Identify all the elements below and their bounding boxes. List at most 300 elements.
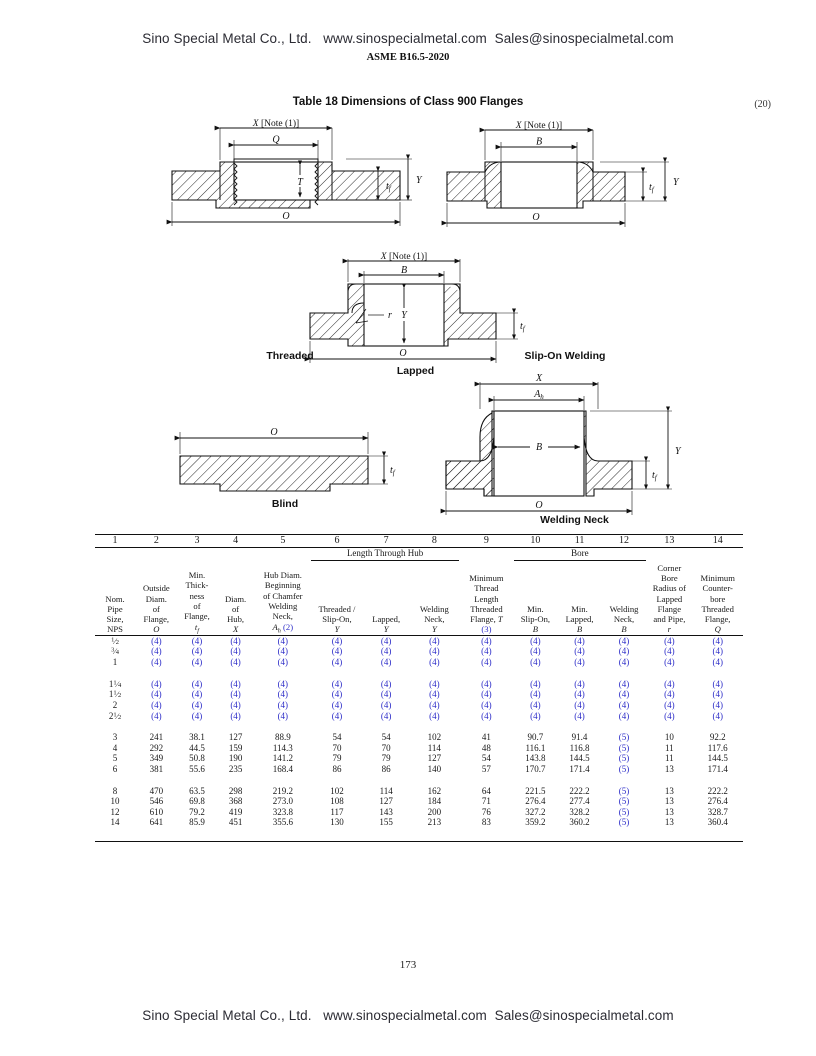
cell-col-6: 130 [330,817,344,828]
cell-col-8: 213 [427,817,442,828]
cell-nps: 6 [112,764,118,775]
cell-col-4: 127 [228,732,243,743]
cell-col-9: 76 [481,806,491,817]
cell-col-13: 13 [664,806,674,817]
header-line: Welding [419,603,449,614]
header-line: of [193,601,201,612]
column-header-7 [363,561,409,636]
cell-col-14: 360.4 [707,817,728,828]
cell-col-8: (4) [429,657,440,668]
cell-col-7: (4) [380,710,392,721]
svg-text:O: O [532,212,540,223]
cell-col-9: 41 [481,732,491,743]
column-header-8 [409,561,459,636]
cell-col-3: 38.1 [189,732,205,743]
cell-col-9: (4) [481,678,492,689]
header-line: Minimum [469,572,504,583]
header-line: of Chamfer [263,590,303,601]
cell-col-10: 170.7 [525,764,546,775]
cell-col-7: 143 [379,806,393,817]
cell-col-2: 546 [149,796,164,807]
cell-nps: 2 [112,699,118,710]
table-row [95,786,743,797]
column-header-14 [692,561,743,636]
svg-text:Y: Y [416,175,422,186]
column-header-5 [255,561,311,636]
cell-col-5: (4) [277,657,289,668]
footer-company-line: Sino Special Metal Co., Ltd. www.sinospecialmetal.com Sales@sinospecialmetal.com [142,1008,674,1023]
cell-col-6: (4) [331,646,343,657]
cell-col-11: (4) [574,635,585,646]
table-row [95,807,743,818]
table-row [95,700,743,711]
cell-col-10: (4) [530,710,541,721]
cell-col-4: 298 [228,785,243,796]
header-line: Diam. [145,593,167,604]
table-header-row [95,561,743,636]
cell-col-12: (4) [618,657,630,668]
table-row [95,646,743,657]
cell-col-11: 171.4 [569,764,590,775]
header-line: $t_f$ [194,621,200,635]
cell-col-6: (4) [331,657,343,668]
table-row [95,679,743,690]
header-line: Lapped [656,593,683,604]
cell-col-13: (4) [664,678,675,689]
cell-col-7: (4) [380,646,392,657]
cell-col-10: (4) [530,657,541,668]
cell-col-9: (4) [481,710,492,721]
cell-col-3: (4) [191,657,203,668]
group-header-spacer [95,547,135,561]
cell-col-9: (4) [481,689,492,700]
figure-caption-blind: Blind [271,498,299,510]
cell-col-13: 11 [665,742,674,753]
cell-col-7: (4) [380,657,392,668]
cell-col-8: 184 [427,796,442,807]
cell-col-6: 102 [330,785,344,796]
cell-col-7: (4) [380,678,392,689]
standard-designation: ASME B16.5-2020 [366,52,450,63]
cell-col-14: 171.4 [707,764,728,775]
cell-col-7: 54 [381,732,391,743]
header-line: Q [714,624,721,635]
cell-col-8: (4) [429,635,440,646]
cell-col-2: 641 [149,817,164,828]
header-line: B [532,624,539,635]
cell-col-4: 159 [228,742,243,753]
cell-col-6: 70 [332,742,342,753]
cell-col-7: 79 [381,753,391,764]
cell-col-7: (4) [380,635,392,646]
cell-col-2: (4) [151,657,162,668]
svg-text:X: X [535,373,543,384]
cell-col-10: (4) [530,635,541,646]
cell-col-2: 470 [149,785,164,796]
header-line: Min. [571,603,588,614]
cell-col-2: (4) [151,710,162,721]
group-header-spacer [646,547,692,561]
cell-col-8: (4) [429,689,440,700]
group-header-spacer [255,547,311,561]
header-line: Size, [106,614,124,625]
row-group-spacer [95,721,743,732]
svg-text:X [Note (1)]: X [Note (1)] [515,121,563,131]
row-group-spacer-cell [95,721,743,732]
cell-col-4: (4) [230,710,241,721]
table-row [95,732,743,743]
cell-col-2: 241 [149,732,164,743]
header-line: of [231,603,240,614]
header-line: (3) [481,624,492,635]
cell-col-11: (4) [574,646,585,657]
svg-text:tf: $t_f$ [520,321,525,333]
header-line: Y [383,624,389,635]
header-line: Flange, [704,614,731,625]
column-header-4 [216,561,254,636]
header-line: Flange [657,603,682,614]
cell-col-10: (4) [530,689,541,700]
cell-col-11: (4) [574,689,585,700]
svg-text:r: r [388,310,392,321]
cell-nps: 8 [112,785,118,796]
cell-col-6: 108 [330,796,344,807]
cell-col-9: 64 [481,785,491,796]
svg-text:X [Note (1)]: X [Note (1)] [380,252,428,262]
cell-col-10: 359.2 [525,817,546,828]
cell-col-5: (4) [277,710,289,721]
cell-col-8: 114 [427,742,441,753]
header-line: Pipe [107,603,123,614]
cell-col-12: (5) [618,817,630,828]
cell-col-11: 116.8 [569,742,590,753]
svg-text:X [Note (1)]: X [Note (1)] [252,119,300,129]
cell-col-13: 11 [665,753,674,764]
cell-col-11: 360.2 [569,817,590,828]
cell-col-5: 323.8 [272,806,293,817]
header-line: Lapped, [372,614,401,625]
header-line: Diam. [224,593,247,604]
group-header-spacer [692,547,743,561]
table-row [95,753,743,764]
figure-caption-threaded: Threaded [266,350,314,362]
cell-col-12: (4) [618,635,630,646]
cell-col-5: 168.4 [272,764,293,775]
cell-col-9: 57 [481,764,491,775]
column-number-10: 10 [514,535,558,548]
header-line: Corner [657,562,682,573]
column-number-13: 13 [646,535,692,548]
svg-text:B: B [535,136,543,148]
group-header-length-through-hub [311,547,459,561]
svg-text:tf: $t_f$ [386,181,391,193]
column-number-7: 7 [363,535,409,548]
svg-text:B: B [535,442,543,453]
header-line: Y [334,624,340,635]
header-line: Thread [474,583,499,594]
cell-col-12: (5) [618,764,630,775]
cell-col-4: (4) [230,678,241,689]
cell-nps: 4 [112,742,118,753]
cell-col-7: 114 [379,785,393,796]
header-line: Neck, [424,614,445,625]
svg-text:O: O [399,348,407,359]
column-number-3: 3 [178,535,217,548]
cell-col-5: (4) [277,689,289,700]
row-group-spacer [95,668,743,679]
cell-col-8: (4) [429,678,440,689]
cell-col-7: 155 [379,817,393,828]
cell-col-6: (4) [331,710,343,721]
cell-col-3: (4) [191,635,203,646]
svg-text:tf: $t_f$ [652,470,657,482]
cell-col-14: (4) [712,646,723,657]
page-number: 173 [399,959,417,971]
cell-col-8: 200 [427,806,442,817]
cell-col-6: (4) [331,635,343,646]
table-row [95,817,743,828]
column-header-13 [646,561,692,636]
header-line: Outside [142,583,170,594]
cell-col-12: (5) [618,796,630,807]
cell-col-9: (4) [481,635,492,646]
column-header-3 [178,561,217,636]
cell-col-5: (4) [277,678,289,689]
cell-col-9: 71 [481,796,491,807]
cell-col-9: 54 [481,753,491,764]
header-line: Length [474,593,499,604]
group-header-spacer [135,547,178,561]
figure-threaded-flange [150,118,430,248]
header-line: bore [710,593,726,604]
header-line: Y [431,624,437,635]
row-group-spacer-cell [95,775,743,786]
cell-col-13: (4) [664,710,675,721]
cell-col-8: (4) [429,699,440,710]
column-number-1: 1 [95,535,135,548]
cell-col-7: 70 [381,742,391,753]
column-header-12 [602,561,647,636]
header-line: Hub, [227,614,245,625]
cell-col-11: 328.2 [569,806,590,817]
table-group-header-row [95,547,743,561]
cell-col-11: (4) [574,657,585,668]
header-line: Threaded [701,603,734,614]
cell-col-2: (4) [151,635,162,646]
header-line: B [621,624,627,635]
svg-text:tf: $t_f$ [649,182,654,194]
cell-col-5: (4) [277,646,289,657]
cell-col-11: (4) [574,710,585,721]
cell-col-9: (4) [481,699,492,710]
flange-figures [0,118,816,528]
cell-col-12: (4) [618,710,630,721]
cell-col-2: 381 [149,764,164,775]
cell-col-2: (4) [151,699,162,710]
cell-col-12: (4) [618,699,630,710]
table-row [95,657,743,668]
svg-text:T: T [297,177,303,188]
cell-col-12: (5) [618,753,630,764]
cell-col-5: 273.0 [272,796,293,807]
cell-col-6: (4) [331,689,343,700]
cell-col-10: (4) [530,678,541,689]
cell-col-7: (4) [380,689,392,700]
table-column-number-row [95,535,743,548]
cell-col-5: 219.2 [272,785,293,796]
cell-col-12: (4) [618,689,630,700]
cell-col-10: (4) [530,699,541,710]
column-number-8: 8 [409,535,459,548]
cell-col-14: (4) [712,657,723,668]
cell-col-10: 276.4 [525,796,546,807]
figure-welding-neck-flange [432,371,717,526]
svg-text:tf: $t_f$ [390,465,395,477]
cell-col-3: 69.8 [189,796,205,807]
header-line: Counter- [702,583,733,594]
cell-nps: 3 [112,732,118,743]
cell-col-3: 85.9 [189,817,205,828]
table-row [95,711,743,722]
cell-col-7: 127 [379,796,393,807]
column-number-5: 5 [255,535,311,548]
cell-col-4: (4) [230,646,241,657]
header-line: Threaded / [318,603,356,614]
cell-col-6: (4) [331,678,343,689]
cell-col-9: (4) [481,657,492,668]
column-header-1 [95,561,135,636]
cell-col-14: 144.5 [707,753,728,764]
svg-text:Y: Y [401,310,407,321]
header-line: of [152,603,160,614]
table-bottom-rule-row [95,828,743,842]
header-line: NPS [107,624,123,635]
cell-col-13: (4) [664,635,675,646]
group-header-spacer [178,547,217,561]
header-line: Flange, [143,614,170,625]
cell-nps: 5 [112,753,118,764]
svg-text:Y: Y [673,177,679,188]
header-line: Minimum [700,572,735,583]
cell-nps: 12 [110,806,120,817]
cell-nps: 1 [112,657,118,668]
header-line: ness [189,590,205,601]
cell-col-14: 276.4 [707,796,728,807]
flange-dimensions-table [95,534,743,842]
header-line: Thick- [185,580,209,591]
cell-col-2: 610 [149,806,164,817]
cell-nps: 14 [110,817,120,828]
cell-col-11: 91.4 [571,732,588,743]
cell-col-6: 54 [332,732,342,743]
cell-nps: $1^1⁄4$ [108,678,122,689]
page-title: Table 18 Dimensions of Class 900 Flanges [292,96,524,108]
cell-col-14: (4) [712,678,723,689]
cell-col-10: 116.1 [525,742,546,753]
column-number-4: 4 [216,535,254,548]
header-line: Slip-On, [322,614,352,625]
cell-col-10: 327.2 [525,806,546,817]
cell-col-13: (4) [664,657,675,668]
cell-col-6: 79 [332,753,342,764]
cell-col-4: 451 [228,817,243,828]
cell-col-2: (4) [151,689,162,700]
cell-col-13: 10 [664,732,674,743]
cell-col-11: 144.5 [569,753,590,764]
cell-col-5: 88.9 [274,732,291,743]
cell-col-12: (4) [618,678,630,689]
cell-col-8: 127 [427,753,442,764]
cell-col-13: (4) [664,699,675,710]
cell-col-12: (5) [618,806,630,817]
cell-col-10: 143.8 [525,753,546,764]
cell-col-7: (4) [380,699,392,710]
column-header-6 [311,561,363,636]
row-group-spacer-cell [95,668,743,679]
cell-col-6: 117 [330,806,344,817]
cell-col-13: 13 [664,785,674,796]
cell-col-14: (4) [712,689,723,700]
figure-caption-slip-on-welding: Slip-On Welding [524,350,606,362]
cell-col-3: 55.6 [189,764,205,775]
cell-col-11: 277.4 [569,796,590,807]
cell-col-4: 235 [228,764,243,775]
header-line: Flange, T [470,614,503,625]
header-line: Lapped, [565,614,594,625]
cell-col-11: (4) [574,699,585,710]
cell-col-9: 48 [481,742,491,753]
cell-col-12: (4) [618,646,630,657]
cell-col-2: 349 [149,753,164,764]
cell-col-3: 63.5 [189,785,205,796]
header-line: Min. [527,603,544,614]
cell-col-4: 419 [228,806,243,817]
header-line: Neck, [272,611,293,622]
group-header-spacer [216,547,254,561]
svg-text:B: B [400,265,408,276]
header-line: Flange, [184,611,210,622]
cell-col-8: 102 [427,732,442,743]
svg-text:Q: Q [272,134,280,146]
group-header-label: Length Through Hub [311,548,459,561]
cell-col-6: 86 [332,764,342,775]
header-line: $A_h$ (2) [272,621,294,635]
cell-col-12: (5) [618,732,630,743]
cell-col-14: (4) [712,710,723,721]
table-row [95,743,743,754]
cell-col-11: (4) [574,678,585,689]
cell-col-13: (4) [664,689,675,700]
cell-nps: 10 [110,796,120,807]
cell-col-13: 13 [664,764,674,775]
header-line: Welding [609,603,639,614]
header-line: and Pipe, [653,614,686,625]
cell-col-3: 50.8 [189,753,205,764]
cell-col-10: 90.7 [527,732,544,743]
cell-col-2: (4) [151,678,162,689]
table-row [95,796,743,807]
cell-col-8: 162 [427,785,442,796]
cell-col-14: 92.2 [709,732,726,743]
cell-col-3: (4) [191,699,203,710]
header-company-line: Sino Special Metal Co., Ltd. www.sinospecialmetal.com Sales@sinospecialmetal.com [142,31,674,46]
cell-col-11: 222.2 [569,785,590,796]
header-line: Radius of [652,583,686,594]
svg-text:O: O [282,211,290,222]
header-line: Neck, [613,614,635,625]
cell-col-13: 13 [664,796,674,807]
header-line: Beginning [264,580,301,591]
